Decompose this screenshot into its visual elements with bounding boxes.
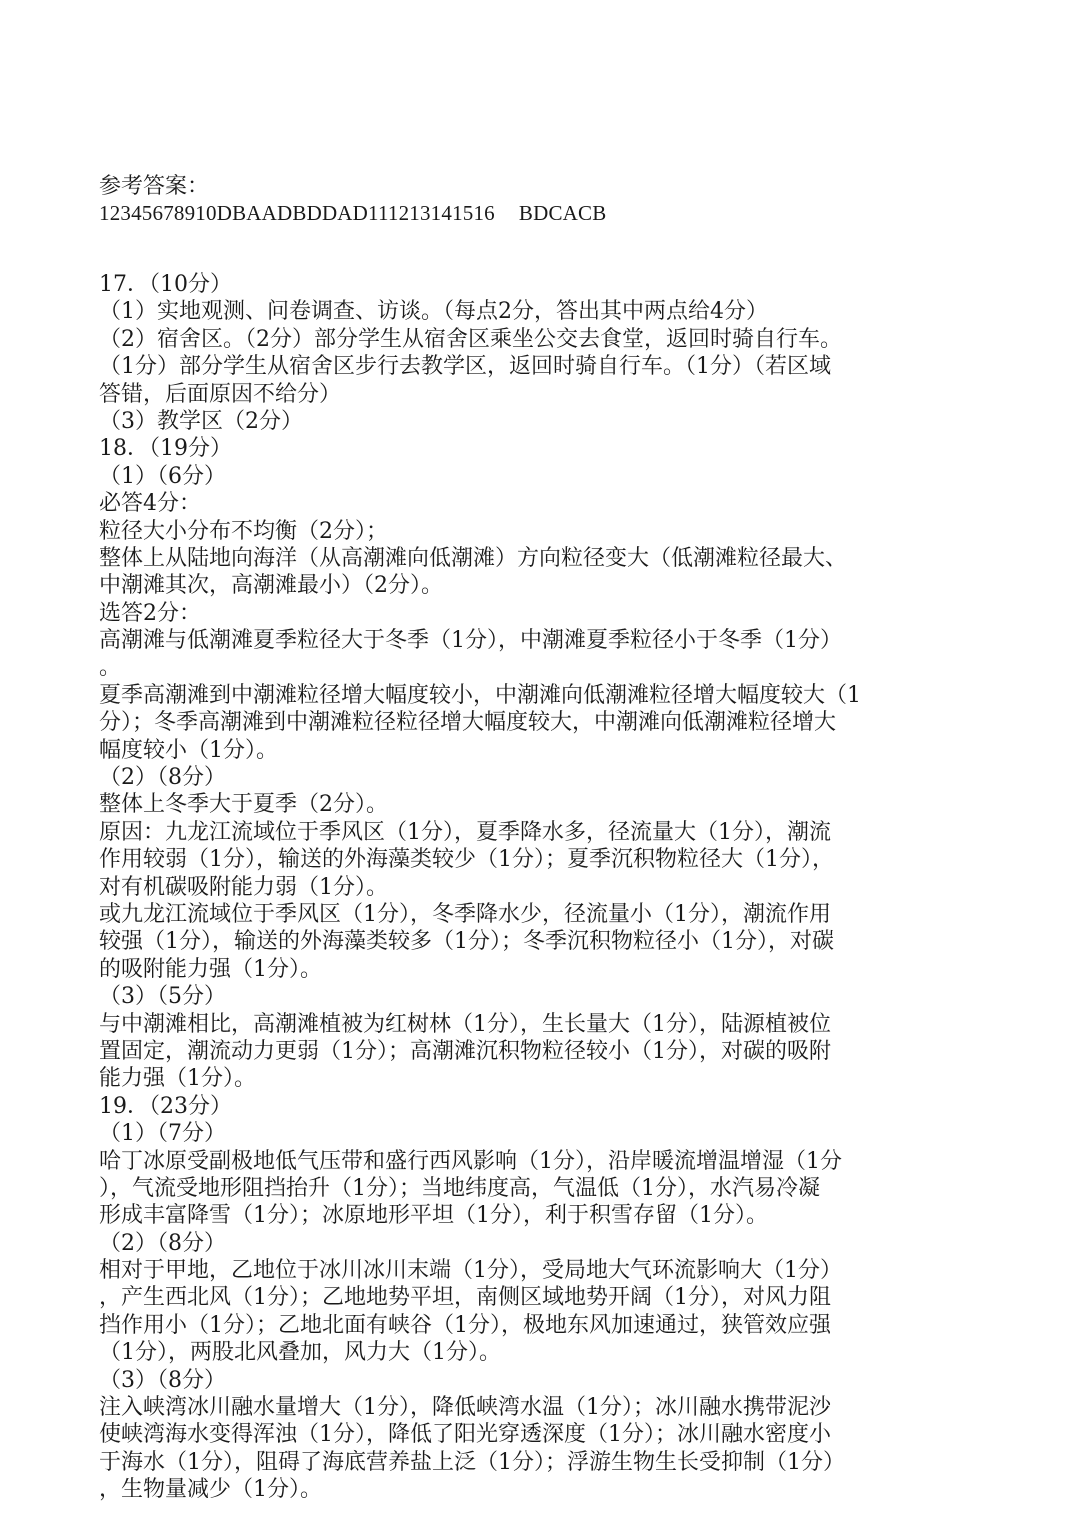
answer-line: 选答2分： xyxy=(99,600,201,626)
answer-line: 或九龙江流域位于季风区（1分），冬季降水少，径流量小（1分），潮流作用 xyxy=(99,901,831,927)
answer-line: 对有机碳吸附能力弱（1分）。 xyxy=(99,874,388,900)
answer-line: 与中潮滩相比，高潮滩植被为红树林（1分），生长量大（1分），陆源植被位 xyxy=(99,1011,831,1037)
answer-key-title: 参考答案： xyxy=(99,174,210,199)
answer-line: 作用较弱（1分），输送的外海藻类较少（1分）；夏季沉积物粒径大（1分）， xyxy=(99,847,834,873)
answer-line: 17．（10分） xyxy=(99,272,232,297)
answer-line: 较强（1分），输送的外海藻类较多（1分）；冬季沉积物粒径小（1分），对碳 xyxy=(99,929,834,955)
answer-line: 挡作用小（1分）；乙地北面有峡谷（1分），极地东风加速通过，狭管效应强 xyxy=(99,1312,831,1338)
answer-line: （1分）部分学生从宿舍区步行去教学区，返回时骑自行车。（1分）（若区域 xyxy=(99,354,831,380)
multiple-choice-key xyxy=(99,200,999,227)
answer-line: 必答4分： xyxy=(99,491,201,517)
key-answers: BDCACB xyxy=(518,201,607,225)
answer-line: ，生物量减少（1分）。 xyxy=(99,1477,322,1503)
answer-line: （2）宿舍区。（2分）部分学生从宿舍区乘坐公交去食堂，返回时骑自行车。 xyxy=(99,326,842,352)
answer-line: 使峡湾海水变得浑浊（1分），降低了阳光穿透深度（1分）；冰川融水密度小 xyxy=(99,1422,831,1448)
answer-line: 。 xyxy=(99,655,122,681)
answer-line: （1分），两股北风叠加，风力大（1分）。 xyxy=(99,1340,501,1366)
answer-line: 形成丰富降雪（1分）；冰原地形平坦（1分），利于积雪存留（1分）。 xyxy=(99,1203,768,1229)
answer-line: （3）教学区（2分） xyxy=(99,408,303,434)
answer-line: （2）（8分） xyxy=(99,1230,226,1256)
answer-line: （2）（8分） xyxy=(99,765,226,791)
answer-line: 的吸附能力强（1分）。 xyxy=(99,956,322,982)
answer-line: ），气流受地形阻挡抬升（1分）；当地纬度高，气温低（1分），水汽易冷凝 xyxy=(99,1175,820,1201)
answer-line: 幅度较小（1分）。 xyxy=(99,737,278,763)
answer-key-header xyxy=(99,173,999,227)
answer-line: 夏季高潮滩到中潮滩粒径增大幅度较小，中潮滩向低潮滩粒径增大幅度较大（1 xyxy=(99,682,861,708)
answer-line: 于海水（1分），阻碍了海底营养盐上泛（1分）；浮游生物生长受抑制（1分） xyxy=(99,1449,845,1475)
answer-line: 哈丁冰原受副极地低气压带和盛行西风影响（1分），沿岸暖流增温增湿（1分 xyxy=(99,1148,842,1174)
answer-body xyxy=(99,271,969,1504)
answer-line: 高潮滩与低潮滩夏季粒径大于冬季（1分），中潮滩夏季粒径小于冬季（1分） xyxy=(99,628,842,654)
answer-line: 能力强（1分）。 xyxy=(99,1066,256,1092)
answer-line: 19．（23分） xyxy=(99,1093,232,1119)
answer-line: ，产生西北风（1分）；乙地地势平坦，南侧区域地势开阔（1分），对风力阻 xyxy=(99,1285,831,1311)
answer-line: 注入峡湾冰川融水量增大（1分），降低峡湾水温（1分）；冰川融水携带泥沙 xyxy=(99,1395,831,1421)
answer-line: 18．（19分） xyxy=(99,436,232,462)
answer-line: 粒径大小分布不均衡（2分）； xyxy=(99,518,388,544)
answer-line: 整体上从陆地向海洋（从高潮滩向低潮滩）方向粒径变大（低潮滩粒径最大、 xyxy=(99,545,848,571)
answer-line: 置固定，潮流动力更弱（1分）；高潮滩沉积物粒径较小（1分），对碳的吸附 xyxy=(99,1038,831,1064)
answer-line: 原因：九龙江流域位于季风区（1分），夏季降水多，径流量大（1分），潮流 xyxy=(99,819,831,845)
answer-line: （1）实地观测、问卷调查、访谈。（每点2分，答出其中两点给4分） xyxy=(99,299,768,325)
answer-line: （1）（6分） xyxy=(99,463,226,489)
answer-line: 相对于甲地，乙地位于冰川冰川末端（1分），受局地大气环流影响大（1分） xyxy=(99,1258,842,1284)
key-numbers: 12345678910DBAADBDDAD111213141516 xyxy=(99,201,495,225)
answer-line: 分）；冬季高潮滩到中潮滩粒径粒径增大幅度较大，中潮滩向低潮滩粒径增大 xyxy=(99,710,837,736)
answer-line: （1）（7分） xyxy=(99,1121,226,1147)
answer-line: 答错，后面原因不给分） xyxy=(99,381,342,407)
answer-line: 整体上冬季大于夏季（2分）。 xyxy=(99,792,388,818)
answer-line: （3）（8分） xyxy=(99,1367,226,1393)
answer-line: （3）（5分） xyxy=(99,984,226,1010)
answer-line: 中潮滩其次，高潮滩最小）（2分）。 xyxy=(99,573,443,599)
